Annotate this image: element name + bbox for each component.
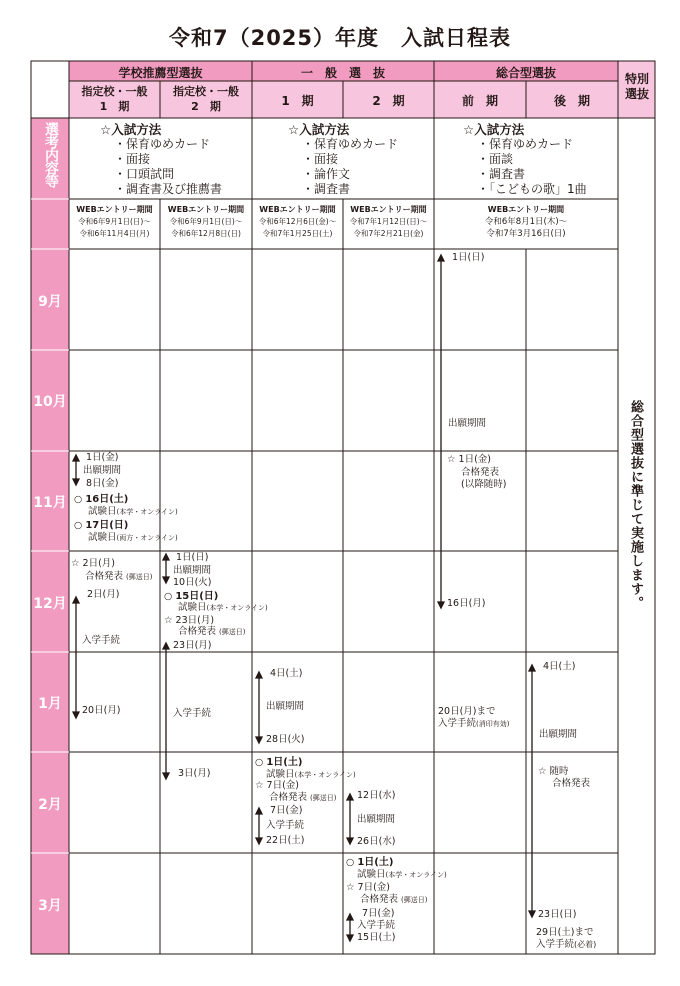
rec1-pass-label: 合格発表 (郵送日) [85, 571, 153, 582]
rec2-exam: ○ 15日(日) [164, 591, 219, 602]
gen1-app-start: 4日(土) [270, 668, 303, 679]
gen2-app-label: 出願期間 [357, 814, 396, 825]
month-label-sep: 9月 [38, 294, 62, 310]
month-label-nov: 11月 [33, 495, 67, 511]
rec1-enroll-label: 入学手続 [82, 635, 121, 646]
methods-general: ☆入試方法 ・保育ゆめカード ・面接 ・論作文 ・調査書 [288, 122, 399, 196]
rec2-enroll-label: 入学手続 [173, 708, 212, 719]
rec1-exam2-label: 試験日(両方・オンライン) [88, 532, 178, 543]
header-recommend-group: 学校推薦型選抜 [118, 66, 203, 80]
header-special: 特別選抜 [624, 72, 649, 101]
rec2-pass-label: 合格発表 (郵送日) [178, 626, 246, 637]
rec2-app-start: 1日(日) [176, 552, 209, 563]
comp1-enroll-label: 入学手続(消印有効) [438, 718, 510, 729]
gen2-enroll-start: 7日(金) [362, 908, 395, 919]
comp1-app-label: 出願期間 [448, 418, 487, 429]
comp1-app-start: 1日(日) [452, 252, 485, 263]
gen2-pass: ☆ 7日(金) [346, 882, 391, 893]
gen1-enroll-end: 22日(土) [266, 835, 305, 846]
methods-recommend: ☆入試方法 ・保育ゆめカード ・面接 ・口頭試問 ・調査書及び推薦書 [100, 122, 223, 196]
rec1-pass: ☆ 2日(月) [71, 558, 116, 569]
comp1-pass-note: (以降随時) [461, 479, 507, 490]
comp2-pass-label: 合格発表 [552, 778, 591, 789]
gen2-app-end: 26日(水) [357, 836, 396, 847]
comp2-app-end: 23日(日) [538, 909, 577, 920]
gen2-pass-label: 合格発表 (郵送日) [360, 894, 428, 905]
web-entry-gen2: WEBエントリー期間 令和7年1月12日(日)～ 令和7年2月21日(金) [349, 205, 428, 238]
gen2-exam-label: 試験日(本学・オンライン) [357, 869, 447, 880]
gen1-app-end: 28日(火) [266, 734, 305, 745]
rec1-app-end: 8日(金) [86, 478, 119, 489]
rec1-app-label: 出願期間 [83, 465, 122, 476]
gen1-pass-label: 合格発表 (郵送日) [269, 792, 337, 803]
month-label-oct: 10月 [33, 394, 67, 410]
page-title: 令和7（2025）年度 入試日程表 [168, 26, 512, 50]
month-label-dec: 12月 [33, 596, 67, 612]
comp2-app-label: 出願期間 [539, 729, 578, 740]
comp2-enroll-label: 入学手続(必着) [536, 939, 597, 950]
rec2-pass: ☆ 23日(月) [164, 615, 215, 626]
comp2-app-start: 4日(土) [543, 661, 576, 672]
comp1-enroll-text: 20日(月)まで [438, 706, 496, 717]
row-label-methods: 選考内容等 [43, 122, 59, 187]
rec1-exam1-label: 試験日(本学・オンライン) [88, 506, 178, 517]
month-label-jan: 1月 [38, 696, 62, 712]
comp2-enroll-text: 29日(土)まで [536, 927, 594, 938]
web-entry-rec2: WEBエントリー期間 令和6年9月1日(日)～ 令和6年12月8日(日) [167, 205, 245, 238]
rec1-enroll-end: 20日(月) [82, 705, 121, 716]
web-entry-rec1: WEBエントリー期間 令和6年9月1日(日)～ 令和6年11月4日(月) [76, 205, 153, 238]
comp1-pass: ☆ 1日(金) [447, 454, 492, 465]
comp1-pass-label: 合格発表 [461, 467, 500, 478]
rec1-exam1: ○ 16日(土) [74, 494, 129, 505]
header-recommend-2: 指定校・一般 2 期 [173, 85, 239, 113]
rec2-app-label: 出願期間 [173, 565, 212, 576]
header-comprehensive-1: 前 期 [461, 94, 498, 108]
gen1-pass: ☆ 7日(金) [255, 780, 300, 791]
header-recommend-1: 指定校・一般 1 期 [81, 85, 148, 113]
gen1-exam-label: 試験日(本学・オンライン) [266, 769, 356, 780]
rec1-enroll-start: 2日(月) [87, 589, 120, 600]
web-entry-gen1: WEBエントリー期間 令和6年12月6日(金)～ 令和7年1月25日(土) [258, 205, 337, 238]
methods-comprehensive: ☆入試方法 ・保育ゆめカード ・面談 ・調査書 ・「こどもの歌」1曲 [463, 122, 587, 196]
comp1-app-end: 16日(月) [447, 598, 486, 609]
gen2-enroll-end: 15日(土) [357, 932, 396, 943]
web-entry-comprehensive: WEBエントリー期間 令和6年8月1日(木)～ 令和7年3月16日(日) [484, 205, 568, 239]
gen1-enroll-label: 入学手続 [266, 820, 305, 831]
header-comprehensive-group: 総合型選抜 [495, 66, 556, 80]
gen1-app-label: 出願期間 [266, 701, 305, 712]
month-label-feb: 2月 [38, 797, 62, 813]
rec2-enroll-end: 3日(月) [178, 768, 211, 779]
left-column-bg [31, 118, 69, 954]
header-general-group: 一 般 選 抜 [300, 66, 385, 80]
gen2-exam: ○ 1日(土) [346, 857, 394, 868]
header-general-1: 1 期 [281, 94, 314, 108]
rec2-exam-label: 試験日(本学・オンライン) [178, 602, 268, 613]
rec1-app-start: 1日(金) [86, 452, 119, 463]
special-note: 総合型選抜に準じて実施します。 [628, 400, 643, 610]
gen1-exam: ○ 1日(土) [255, 757, 303, 768]
rec2-enroll-start: 23日(月) [173, 640, 212, 651]
gen1-enroll-start: 7日(金) [270, 805, 303, 816]
rec1-exam2: ○ 17日(日) [74, 520, 129, 531]
gen2-enroll-label: 入学手続 [357, 920, 396, 931]
comp2-pass: ☆ 随時 [538, 766, 569, 777]
month-label-mar: 3月 [38, 898, 62, 914]
gen2-app-start: 12日(水) [357, 790, 396, 801]
header-comprehensive-2: 後 期 [553, 94, 590, 108]
rec2-app-end: 10日(火) [173, 577, 212, 588]
header-general-2: 2 期 [372, 94, 405, 108]
